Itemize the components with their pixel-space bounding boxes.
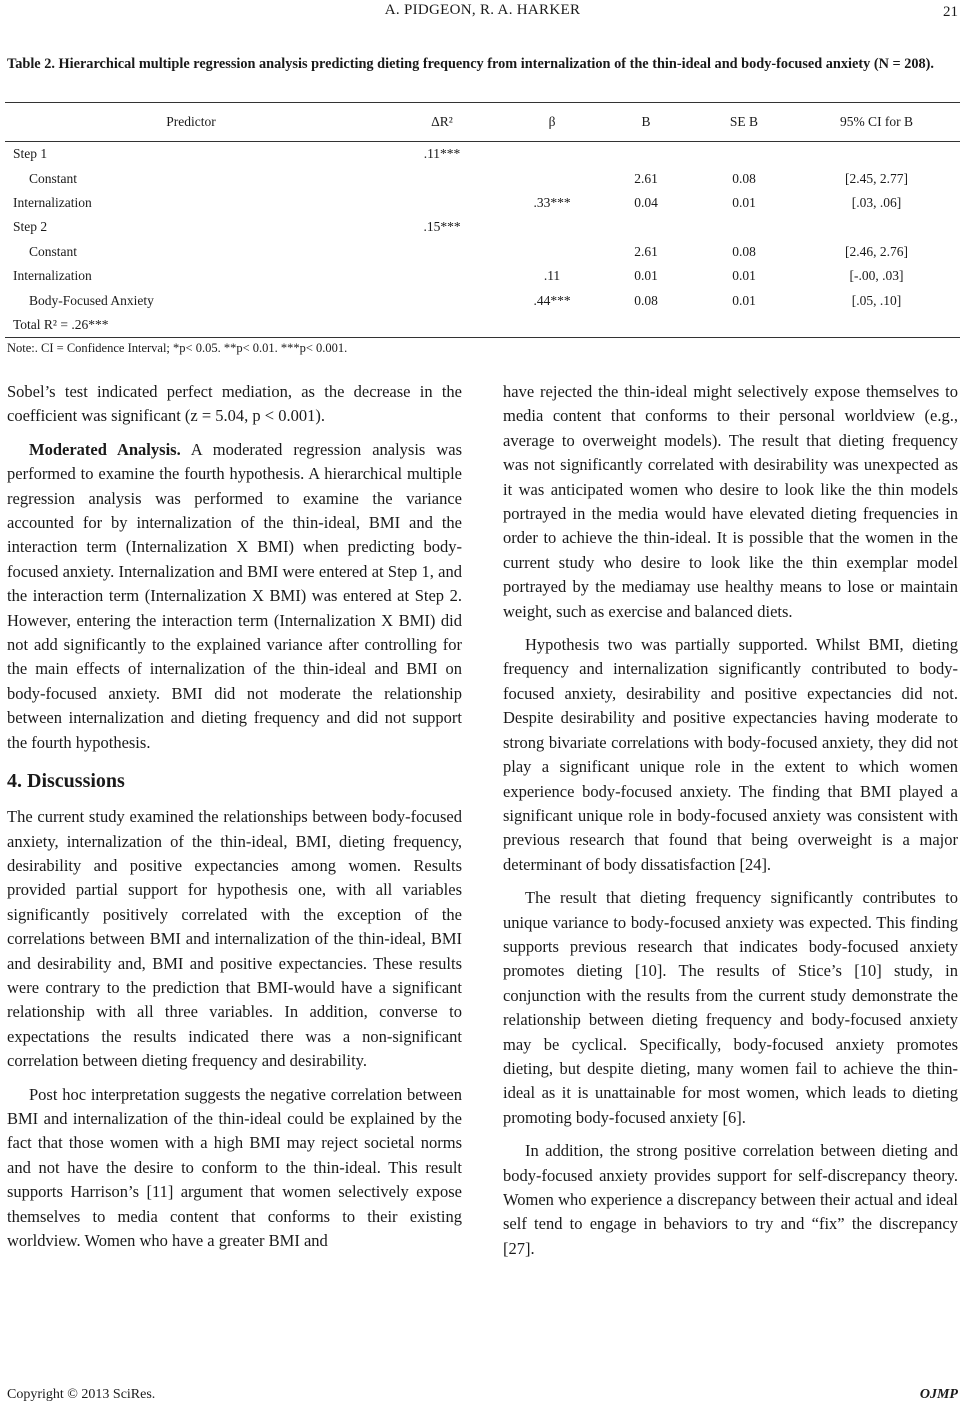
col-header-b: B (597, 103, 695, 142)
col-header-beta: β (507, 103, 597, 142)
ci-cell: [-.00, .03] (849, 268, 904, 284)
beta-cell (507, 166, 597, 190)
predictor-cell: Constant (29, 170, 78, 186)
se-b-cell: 0.01 (732, 268, 756, 284)
page-number: 21 (943, 4, 958, 20)
table-row (5, 142, 960, 167)
predictor-cell: Step 1 (13, 146, 48, 162)
paragraph-discussion-1: The current study examined the relationships between body-focused anxiety, internalization of the thin-ideal, BMI, dieting frequency, desirability and positive expectancies among women. Results provided partial support for hypothesis one, with all variables significantly positively correlated with the exception of the correlations between BMI and internalization of the thin-ideal, BMI and desirability and, BMI and positive expectancies. These results were contrary to the prediction that BMI-would have a significant relationship with all three variables. In addition, converse to expectations the results indicated there was a non-significant correlation between dieting frequency and desirability. (7, 807, 462, 1071)
paragraph-text: A moderated regression analysis was performed to examine the fourth hypothesis. A hierarchical multiple regression analysis was performed to examine the variance accounted for by internalization of the thin-ideal, BMI and the interaction term (Internalization X BMI) when predicting body-focused anxiety. Internalization and BMI were entered at Step 1, and the interaction term (Internalization X BMI) was entered at Step 2. However, entering the interaction term (Internalization X BMI) did not add significantly to the explained variance after controlling for the main effects of internalization of the thin-ideal and BMI on body-focused anxiety. BMI did not moderate the relationship between internalization and dieting frequency and did not support the fourth hypothesis. (7, 439, 462, 752)
table-row (5, 191, 960, 215)
b-cell: 0.08 (634, 292, 658, 308)
b-cell (597, 142, 695, 167)
paragraph-sobel: Sobel’s test indicated perfect mediation, as the decrease in the coefficient was significant (z = 5.04, p < 0.001). (7, 382, 462, 426)
paragraph-moderated-analysis (7, 438, 462, 755)
delta-r2-cell: .15*** (423, 219, 461, 235)
predictor-cell: Body-Focused Anxiety (29, 292, 154, 308)
beta-cell: .11 (543, 268, 561, 284)
col-header-delta-r2: ΔR² (377, 103, 507, 142)
predictor-cell: Internalization (13, 268, 92, 284)
regression-table (5, 102, 960, 338)
running-head (0, 0, 965, 24)
running-head-authors: A. PIDGEON, R. A. HARKER (384, 2, 581, 18)
ci-cell: [.03, .06] (851, 194, 902, 210)
predictor-cell: Step 2 (13, 219, 48, 235)
predictor-cell: Total R² = .26*** (5, 313, 377, 338)
beta-cell (507, 313, 597, 338)
table-note: Note:. CI = Confidence Interval; *p< 0.05. **p< 0.01. ***p< 0.001. (7, 341, 348, 355)
paragraph-dieting-frequency: The result that dieting frequency significantly contributes to unique variance to body-focused anxiety was expected. This finding supports previous research that indicates body-focused anxiety promotes dieting [10]. The results of Stice’s [10] study, in conjunction with the results from the current study demonstrate the relationship between dieting frequency and body-focused anxiety may be cyclical. Specifically, body-focused anxiety promotes dieting, but despite dieting, many women fail to achieve the thin-ideal as it is unattainable for most women, which leads to dieting promoting body-focused anxiety [6]. (503, 888, 958, 1127)
beta-cell: .44*** (533, 292, 571, 308)
paragraph-self-discrepancy: In addition, the strong positive correlation between dieting and body-focused anxiety provides support for self-discrepancy theory. Women who experience a discrepancy between their actual and ideal self tend to engage in behaviors to try and “fix” the discrepancy [27]. (503, 1141, 958, 1258)
table-body (5, 142, 960, 338)
col-header-se-b: SE B (695, 103, 793, 142)
delta-r2-cell (377, 191, 507, 215)
delta-r2-cell (377, 313, 507, 338)
beta-cell (507, 142, 597, 167)
se-b-cell: 0.01 (732, 194, 756, 210)
section-heading: 4. Discussions (7, 770, 125, 793)
table-row (5, 166, 960, 190)
b-cell: 0.04 (634, 194, 658, 210)
table-row (5, 313, 960, 338)
predictor-cell: Constant (29, 243, 78, 259)
table-caption: Table 2. Hierarchical multiple regression analysis predicting dieting frequency from internalization of the thin-ideal and body-focused anxiety (N = 208). (7, 56, 934, 72)
se-b-cell: 0.01 (732, 292, 756, 308)
paragraph-discussion-2: Post hoc interpretation suggests the negative correlation between BMI and internalization of the thin-ideal could be explained by the fact that those women with a high BMI may reject societal norms and not have the desire to conform to the thin-ideal. This result supports Harrison’s [11] argument that women selectively expose themselves to media content that conforms to their existing worldview. Women who have a greater BMI and (7, 1084, 462, 1250)
delta-r2-cell: .11*** (423, 146, 461, 162)
predictor-cell: Internalization (13, 194, 92, 210)
delta-r2-cell (377, 264, 507, 288)
footer (0, 1387, 965, 1411)
table-row (5, 288, 960, 312)
delta-r2-cell (377, 288, 507, 312)
b-cell (597, 215, 695, 239)
table-row (5, 240, 960, 264)
ci-cell: [.05, .10] (851, 292, 902, 308)
run-in-heading: Moderated Analysis. (29, 439, 181, 459)
left-column (7, 380, 462, 1253)
se-b-cell: 0.08 (732, 243, 756, 259)
paragraph-continued: have rejected the thin-ideal might selectively expose themselves to media content that conforms to their personal worldview (e.g., average to overweight models). The result that dieting frequency was not significantly correlated with desirability was unexpected as it was anticipated women who desire to look like the thin models portrayed in the media would have elevated dieting frequencies in order to achieve the thin-ideal. It is possible that the women in the current study who desire to look like the thin exemplar model portrayed by the mediamay use healthy means to lose or maintain weight, such as exercise and balanced diets. (503, 382, 958, 621)
se-b-cell: 0.08 (732, 170, 756, 186)
col-header-ci: 95% CI for B (793, 103, 960, 142)
b-cell (597, 313, 695, 338)
ci-cell (793, 313, 960, 338)
se-b-cell (695, 142, 793, 167)
right-column (503, 380, 958, 1261)
footer-copyright: Copyright © 2013 SciRes. (7, 1387, 156, 1402)
beta-cell (507, 215, 597, 239)
paragraph-hypothesis-two: Hypothesis two was partially supported. Whilst BMI, dieting frequency and internalization significantly contributed to body-focused anxiety, desirability and positive expectancies did not. Despite desirability and positive expectancies having moderate to strong bivariate correlations with body-focused anxiety, they did not play a significant unique role in the extent to which women experience body-focused anxiety. The finding that BMI played a significant unique role in body-focused anxiety was consistent with previous research that found that being overweight is a major determinant of body dissatisfaction [24]. (503, 635, 958, 874)
ci-cell: [2.46, 2.76] (845, 243, 908, 259)
b-cell: 2.61 (634, 243, 658, 259)
ci-cell: [2.45, 2.77] (845, 170, 908, 186)
delta-r2-cell (377, 166, 507, 190)
b-cell: 2.61 (634, 170, 658, 186)
footer-journal: OJMP (919, 1387, 958, 1402)
ci-cell (793, 142, 960, 167)
col-header-predictor: Predictor (5, 103, 377, 142)
table-row (5, 215, 960, 239)
se-b-cell (695, 313, 793, 338)
beta-cell (507, 240, 597, 264)
beta-cell: .33*** (533, 194, 571, 210)
table-header-row (5, 103, 960, 142)
b-cell: 0.01 (634, 268, 658, 284)
delta-r2-cell (377, 240, 507, 264)
se-b-cell (695, 215, 793, 239)
ci-cell (793, 215, 960, 239)
table-row (5, 264, 960, 288)
